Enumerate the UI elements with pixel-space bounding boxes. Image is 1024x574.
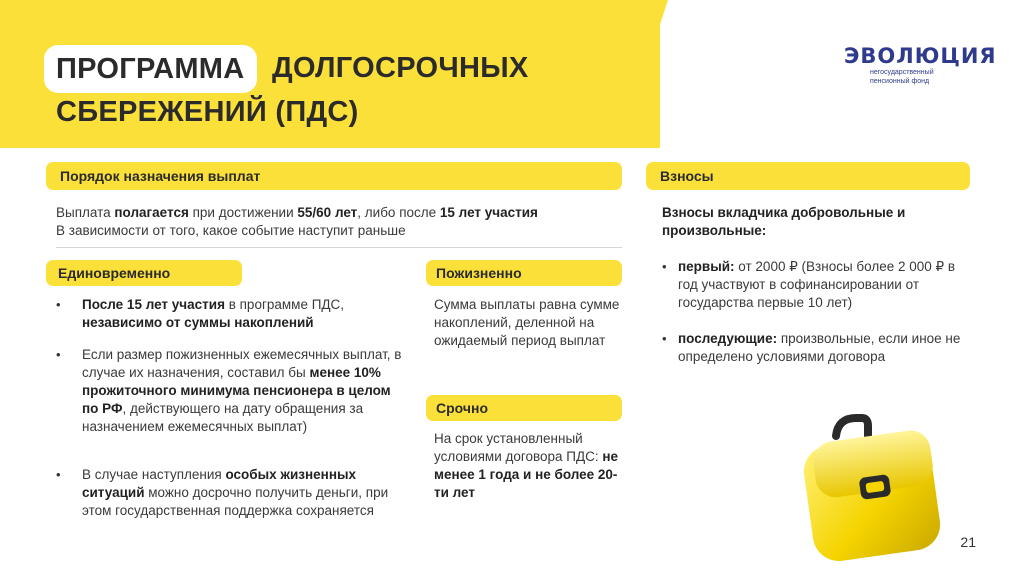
briefcase-icon (798, 406, 948, 566)
title-line2: СБЕРЕЖЕНИЙ (ПДС) (56, 96, 359, 128)
payout-intro-line2: В зависимости от того, какое событие наступит раньше (56, 223, 406, 238)
payout-order-header: Порядок назначения выплат (46, 162, 622, 190)
term-text: На срок установленный условиями договора ПДС: не менее 1 года и не более 20-ти лет (434, 431, 619, 500)
lump-bullet-2: Если размер пожизненных ежемесячных выплат, в случае их назначения, составил бы менее 10% прожиточного минимума пенсионера в целом по РФ, действующего на дату обращения за назначением ежемесячных выплат) (82, 347, 402, 434)
page-number: 21 (960, 534, 976, 550)
contributions-bullet-1: первый: от 2000 ₽ (Взносы более 2 000 ₽ в год участвуют в софинансировании от государства первые 10 лет) (678, 259, 956, 310)
logo-wordmark: ЭВОЛЮЦИЯ (844, 44, 997, 68)
contributions-bullet-2: последующие: произвольные, если иное не определено условиями договора (678, 331, 961, 364)
payout-intro-line1: Выплата полагается при достижении 55/60 лет, либо после 15 лет участия (56, 205, 538, 220)
lifelong-header: Пожизненно (426, 260, 622, 286)
logo-subtitle-2: пенсионный фонд (870, 78, 930, 85)
title-banner-tail (620, 0, 668, 148)
logo-subtitle-1: негосударственный (870, 69, 934, 76)
bullet-icon: • (56, 467, 61, 482)
contributions-header: Взносы (646, 162, 970, 190)
title-highlight-word: ПРОГРАММА (56, 53, 245, 85)
lifelong-text: Сумма выплаты равна сумме накоплений, деленной на ожидаемый период выплат (434, 297, 620, 348)
company-logo (844, 44, 997, 86)
term-header: Срочно (426, 395, 622, 421)
contributions-lead: Взносы вкладчика добровольные и произвольные: (662, 205, 906, 238)
lump-bullet-3: В случае наступления особых жизненных ситуаций можно досрочно получить деньги, при этом государственная поддержка сохраняется (82, 467, 389, 518)
bullet-icon: • (662, 259, 667, 274)
divider (56, 247, 622, 248)
lump-sum-header: Единовременно (46, 260, 242, 286)
payout-intro (56, 204, 626, 240)
bullet-icon: • (56, 347, 61, 362)
bullet-icon: • (56, 297, 61, 312)
title-line1: ДОЛГОСРОЧНЫХ (272, 52, 529, 84)
bullet-icon: • (662, 331, 667, 346)
title-highlight-pill (44, 45, 257, 93)
lump-bullet-1: После 15 лет участия в программе ПДС, независимо от суммы накоплений (82, 297, 345, 330)
